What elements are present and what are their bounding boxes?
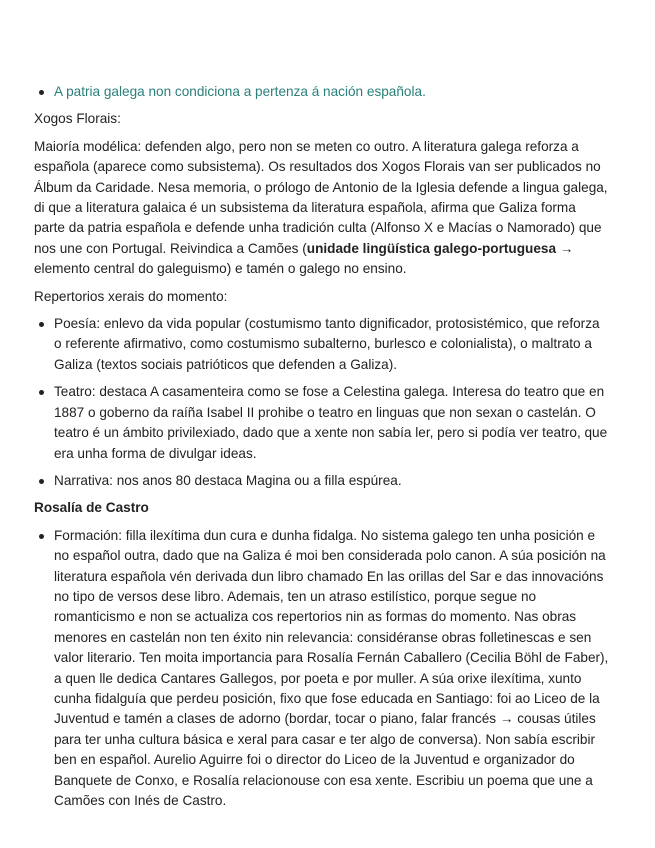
list-item: A patria galega non condiciona a pertenza á nación española. bbox=[54, 82, 609, 102]
repertorios-list bbox=[34, 314, 609, 491]
intro-list bbox=[34, 82, 609, 102]
list-item-formacion: Formación: filla ilexítima dun cura e dunha fidalga. No sistema galego ten unha posición e no español outra, dado que na Galiza é moi ben considerada polo canon. A súa posición na literatura española vén derivada dun libro chamado En las orillas del Sar e das innovacións no tipo de versos dese libro. Ademais, ten un atraso estilístico, porque segue no romanticismo e non se actualiza cos repertorios nin as formas do momento. Nas obras menores en castelán non ten éxito nin relevancia: considéranse obras folletinescas e sen valor literario. Ten moita importancia para Rosalía Fernán Caballero (Cecilia Böhl de Faber), a quen lle dedica Cantares Gallegos, por poeta e por muller. A súa orixe ilexítima, xunto cunha fidalguía que perdeu posición, fixo que fose educada en Santiago: foi ao Liceo de la Juventud e tamén a clases de adorno (bordar, tocar o piano, falar francés → cousas útiles para ter unha cultura básica e xeral para casar e ter algo de conversa). Non sabía escribir ben en español. Aurelio Aguirre foi o director do Liceo de la Juventud e organizador do Banquete de Conxo, e Rosalía relacionouse con esa xente. Escribiu un poema que une a Camões con Inés de Castro. bbox=[54, 526, 609, 812]
section-heading-rosalia: Rosalía de Castro bbox=[34, 500, 149, 516]
list-item-poesia: Poesía: enlevo da vida popular (costumismo tanto dignificador, protosistémico, que reforza o referente afirmativo, como costumismo subalterno, burlesco e colonialista), o maltrato a Galiza (textos sociais patrióticos que defenden a Galiza). bbox=[54, 314, 609, 375]
section-heading-repertorios: Repertorios xerais do momento: bbox=[34, 288, 228, 304]
section-heading-xogos-florais: Xogos Florais: bbox=[34, 111, 121, 127]
rosalia-list bbox=[34, 526, 609, 812]
xogos-florais-paragraph bbox=[34, 137, 609, 280]
paragraph-text: → elemento central do galeguismo) e tamén o galego no ensino. bbox=[34, 240, 574, 277]
list-item-narrativa: Narrativa: nos anos 80 destaca Magina ou a filla espúrea. bbox=[54, 471, 609, 491]
paragraph-text: Maioría modélica: defenden algo, pero non se meten co outro. A literatura galega reforza a española (aparece como subsistema). Os resultados dos Xogos Florais van ser publicados no Álbum da Caridade. Nesa memoria, o prólogo de Antonio de la Iglesia defende a lingua galega, di que a literatura galaica é un subsistema da literatura española, afirma que Galiza forma parte da patria española e defende unha tradición culta (Alfonso X e Macías o Namorado) que nos une con Portugal. Reivindica a Camões ( bbox=[34, 138, 608, 256]
bold-phrase: unidade lingüística galego-portuguesa bbox=[306, 240, 557, 256]
list-item-teatro: Teatro: destaca A casamenteira como se fose a Celestina galega. Interesa do teatro que en 1887 o goberno da raíña Isabel II prohibe o teatro en linguas que non sexan o castelán. O teatro é un ámbito privilexiado, dado que a xente non sabía ler, pero si podía ver teatro, que era unha forma de divulgar ideas. bbox=[54, 382, 609, 464]
